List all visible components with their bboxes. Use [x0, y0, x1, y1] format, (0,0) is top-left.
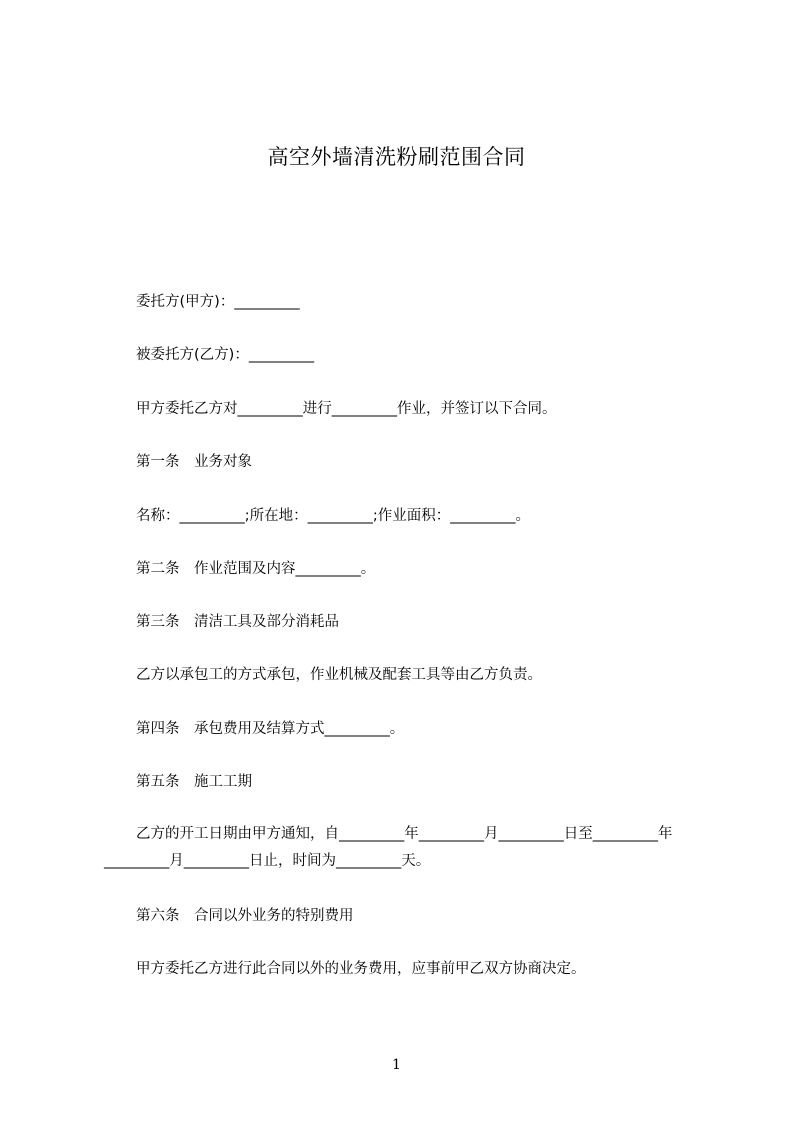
article-2-heading: 第二条 作业范围及内容_________。 [136, 561, 376, 577]
article-3-body: 乙方以承包工的方式承包，作业机械及配套工具等由乙方负责。 [136, 667, 542, 683]
article-3-heading: 第三条 清洁工具及部分消耗品 [136, 614, 339, 630]
article-4-heading: 第四条 承包费用及结算方式_________。 [136, 721, 405, 737]
article-1-details: 名称：_________;所在地：_________;作业面积：_________。 [136, 508, 531, 524]
article-5-heading: 第五条 施工工期 [136, 774, 252, 790]
page-number: 1 [392, 1057, 401, 1073]
article-6-heading: 第六条 合同以外业务的特别费用 [136, 908, 354, 924]
article-5-body: 乙方的开工日期由甲方通知，自_________年_________月_________日至_________年_________月_________日止，时间为_________天。 [104, 826, 673, 869]
document-title: 高空外墙清洗粉刷范围合同 [267, 145, 526, 169]
article-1-heading: 第一条 业务对象 [136, 454, 252, 470]
client-party-line: 委托方(甲方)：_________ [136, 294, 300, 310]
contractor-party-line: 被委托方(乙方)：_________ [136, 347, 315, 363]
agreement-intro-line: 甲方委托乙方对_________进行_________作业，并签订以下合同。 [136, 401, 557, 417]
article-6-body: 甲方委托乙方进行此合同以外的业务费用，应事前甲乙双方协商决定。 [136, 961, 586, 977]
